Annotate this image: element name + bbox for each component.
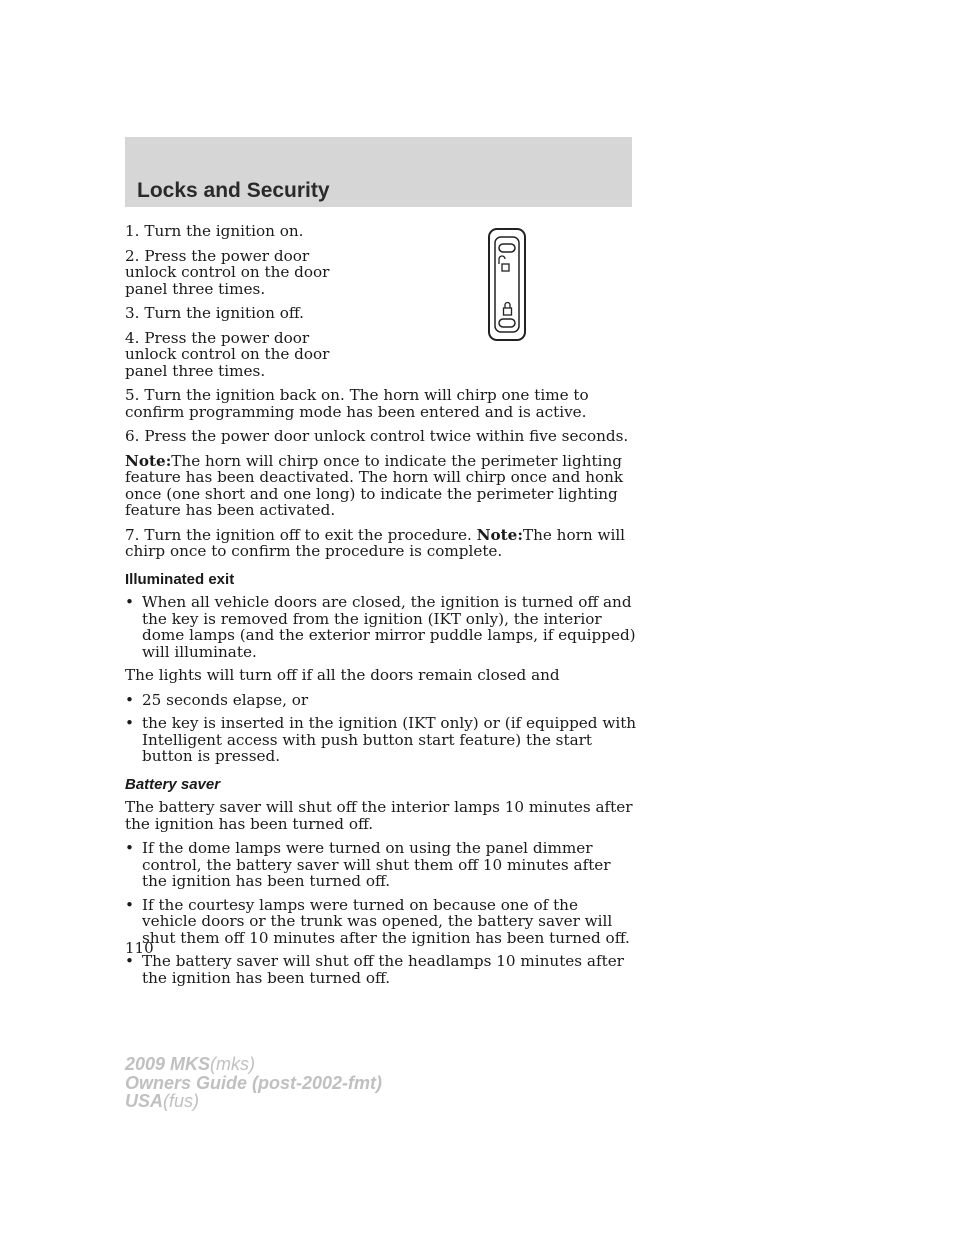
page-number: 110	[125, 939, 154, 957]
footer-line-3	[125, 1092, 382, 1111]
note-label: Note:	[125, 451, 172, 470]
section-header	[125, 137, 632, 207]
bullet-text: When all vehicle doors are closed, the ignition is turned off and the key is removed from the ignition (IKT only), the interior dome lamps (and the exterior mirror puddle lamps, if equipped) will illuminate.	[142, 593, 636, 661]
step-7	[125, 527, 637, 560]
illuminated-exit-intro: The lights will turn off if all the doors remain closed and	[125, 666, 560, 684]
step-6: 6. Press the power door unlock control twice within five seconds.	[125, 427, 629, 445]
note-label: Note:	[476, 525, 523, 544]
bullet-text: If the courtesy lamps were turned on because one of the vehicle doors or the trunk was opened, the battery saver will shut them off 10 minutes after the ignition has been turned off.	[142, 895, 630, 947]
step-4: 4. Press the power door unlock control on the door panel three times.	[125, 328, 330, 380]
bullet-marker: •	[125, 895, 134, 914]
step-7-text: 7. Turn the ignition off to exit the procedure.	[125, 525, 477, 544]
bullet-text: The battery saver will shut off the headlamps 10 minutes after the ignition has been turned off.	[142, 952, 624, 987]
illuminated-exit-heading: Illuminated exit	[125, 570, 235, 588]
step-1: 1. Turn the ignition on.	[125, 222, 304, 240]
step-2: 2. Press the power door unlock control on the door panel three times.	[125, 246, 330, 298]
list-item	[125, 840, 637, 890]
bullet-marker: •	[125, 952, 134, 970]
battery-saver-intro: The battery saver will shut off the interior lamps 10 minutes after the ignition has been turned off.	[125, 798, 633, 833]
page-content	[125, 223, 637, 993]
step-5: 5. Turn the ignition back on. The horn will chirp one time to confirm programming mode has been entered and is active.	[125, 386, 589, 421]
document-footer	[125, 1055, 382, 1111]
footer-model: 2009 MKS	[125, 1054, 211, 1074]
bullet-marker: •	[125, 593, 134, 611]
footer-line-1	[125, 1055, 382, 1074]
footer-guide: Owners Guide (post-2002-fmt)	[125, 1072, 383, 1093]
step-7-note: The horn will chirp once to confirm the procedure is complete.	[125, 525, 626, 560]
note-text: The horn will chirp once to indicate the perimeter lighting feature has been deactivated. The horn will chirp once and honk once (one short and one long) to indicate the perimeter lighting feature has been activated.	[125, 451, 624, 519]
list-item	[125, 953, 637, 986]
bullet-text: 25 seconds elapse, or	[142, 690, 309, 709]
bullet-text: If the dome lamps were turned on using the panel dimmer control, the battery saver will shut them off 10 minutes after the ignition has been turned off.	[142, 839, 611, 890]
footer-market-code: (fus)	[163, 1091, 200, 1111]
footer-model-code: (mks)	[210, 1054, 256, 1074]
list-item	[125, 715, 637, 765]
footer-line-2	[125, 1074, 382, 1093]
bullet-text: the key is inserted in the ignition (IKT only) or (if equipped with Intelligent access with push button start feature) the start button is pressed.	[142, 714, 637, 765]
list-item	[125, 594, 637, 660]
note-deactivation	[125, 453, 637, 519]
footer-market: USA	[125, 1091, 164, 1111]
section-title: Locks and Security	[137, 179, 330, 202]
step-3: 3. Turn the ignition off.	[125, 304, 304, 322]
bullet-marker: •	[125, 714, 134, 732]
battery-saver-heading: Battery saver	[125, 775, 221, 793]
list-item	[125, 692, 637, 709]
bullet-marker: •	[125, 839, 134, 857]
bullet-marker: •	[125, 690, 134, 709]
list-item	[125, 897, 637, 947]
